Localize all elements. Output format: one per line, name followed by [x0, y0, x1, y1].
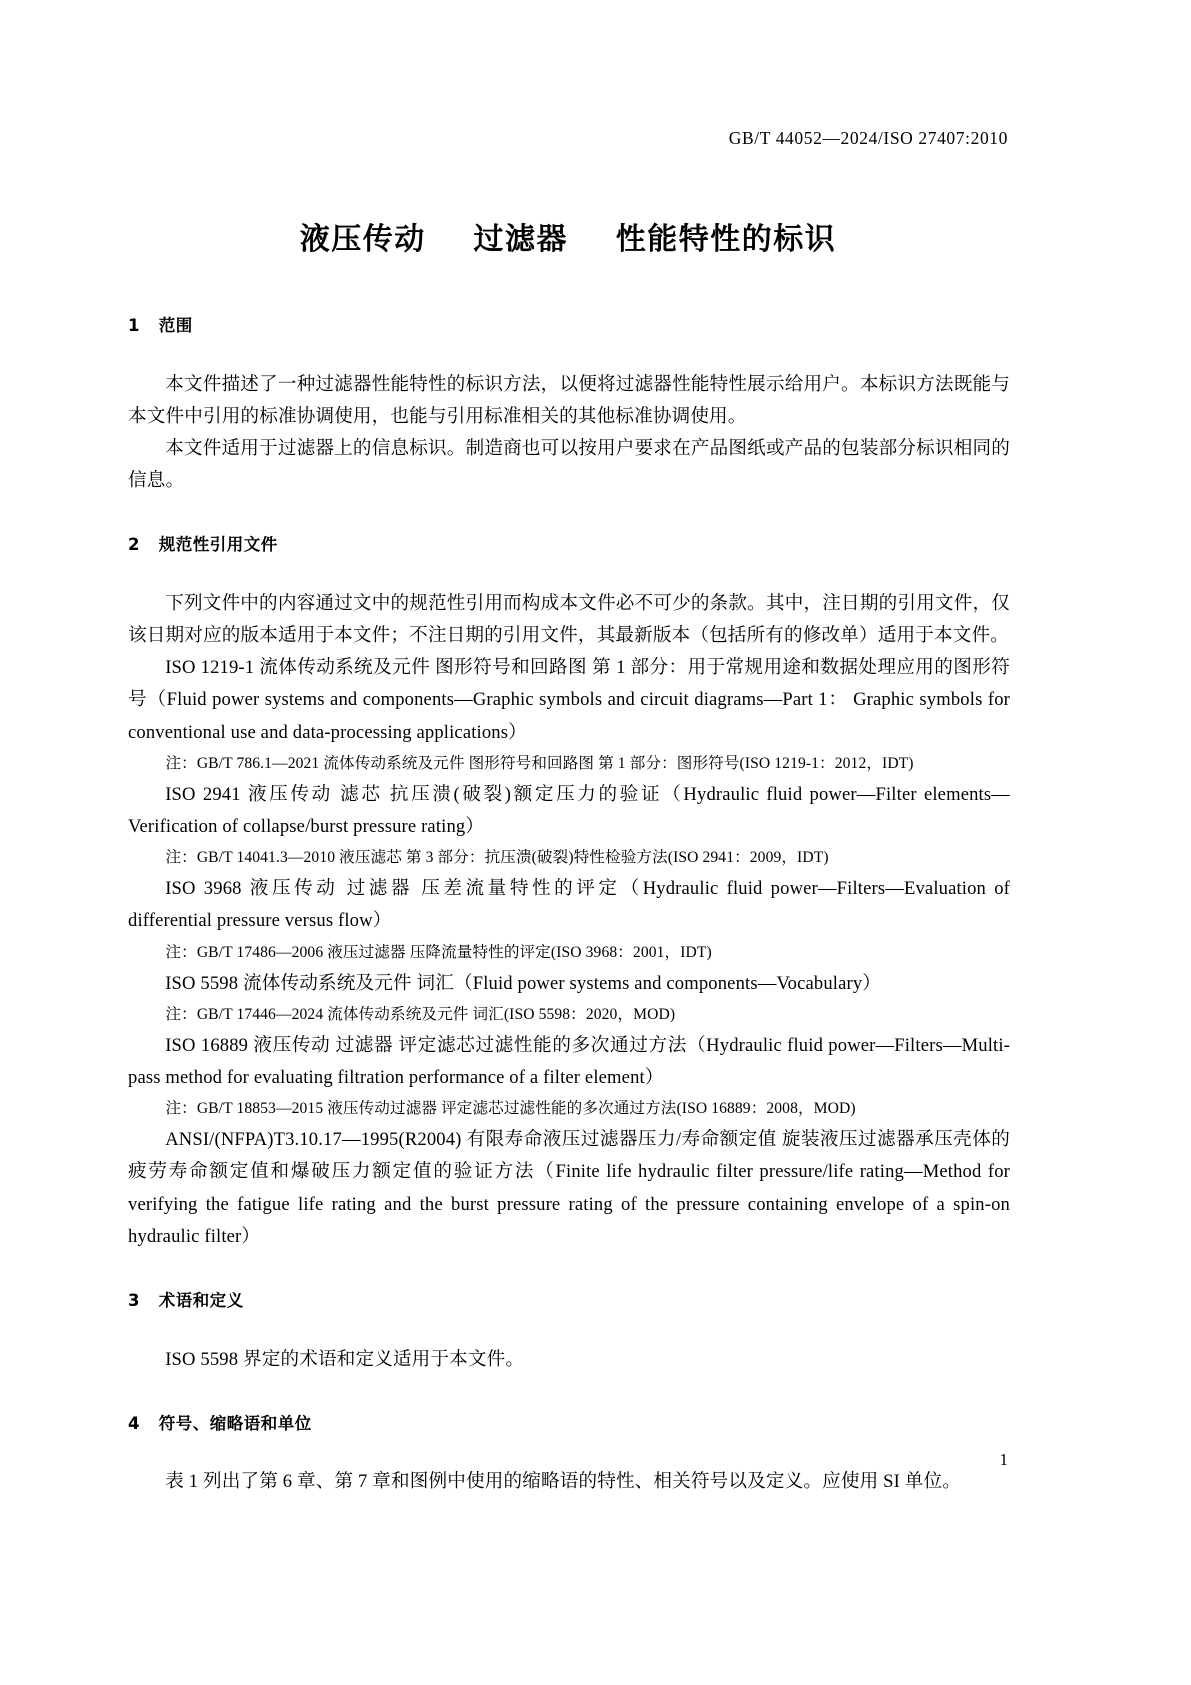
spacer: [128, 1376, 1010, 1416]
reference-iso-3968: ISO 3968 液压传动 过滤器 压差流量特性的评定（Hydraulic fluid power—Filters—Evaluation of differential pressure versus flow）: [128, 878, 1010, 932]
section-2-paragraph-1: 下列文件中的内容通过文中的规范性引用而构成本文件必不可少的条款。其中，注日期的引用文件，仅该日期对应的版本适用于本文件；不注日期的引用文件，其最新版本（包括所有的修改单）适用于本文件。: [128, 592, 1010, 647]
spacer: [128, 1253, 1010, 1293]
reference-iso-16889: ISO 16889 液压传动 过滤器 评定滤芯过滤性能的多次通过方法（Hydraulic fluid power—Filters—Multi-pass method for evaluating filtration performance of a filter element）: [128, 1034, 1010, 1089]
spacer: [128, 497, 1010, 537]
reference-iso-1219-1: ISO 1219-1 流体传动系统及元件 图形符号和回路图 第 1 部分：用于常规用途和数据处理应用的图形符号（Fluid power systems and components—Graphic symbols and circuit diagrams—Part 1： Graphic symbols for conventional use and data-processing applications）: [128, 657, 1010, 743]
spacer: [128, 1310, 1010, 1344]
section-heading-4: 4 符号、缩略语和单位: [128, 1413, 312, 1433]
reference-note-iso-2941: 注：GB/T 14041.3—2010 液压滤芯 第 3 部分：抗压溃(破裂)特性检验方法(ISO 2941：2009，IDT): [165, 849, 829, 867]
section-3-paragraph-1: ISO 5598 界定的术语和定义适用于本文件。: [165, 1348, 525, 1370]
section-4-paragraph-1: 表 1 列出了第 6 章、第 7 章和图例中使用的缩略语的特性、相关符号以及定义。应使用 SI 单位。: [165, 1471, 962, 1493]
standard-code: GB/T 44052—2024/ISO 27407:2010: [728, 128, 1008, 148]
reference-iso-5598: ISO 5598 流体传动系统及元件 词汇（Fluid power systems and components—Vocabulary）: [165, 972, 882, 994]
page-title: 液压传动 过滤器 性能特性的标识: [299, 222, 837, 257]
spacer: [128, 335, 1010, 369]
section-1-paragraph-2: 本文件适用于过滤器上的信息标识。制造商也可以按用户要求在产品图纸或产品的包装部分标识相同的信息。: [128, 437, 1010, 492]
document-body: [128, 318, 1010, 1498]
section-heading-3: 3 术语和定义: [128, 1291, 244, 1311]
reference-note-iso-3968: 注：GB/T 17486—2006 液压过滤器 压降流量特性的评定(ISO 3968：2001，IDT): [165, 943, 712, 961]
section-1-paragraph-1: 本文件描述了一种过滤器性能特性的标识方法，以便将过滤器性能特性展示给用户。本标识方法既能与本文件中引用的标准协调使用，也能与引用标准相关的其他标准协调使用。: [128, 373, 1010, 427]
reference-note-iso-1219-1: 注：GB/T 786.1—2021 流体传动系统及元件 图形符号和回路图 第 1 部分：图形符号(ISO 1219-1：2012，IDT): [165, 754, 914, 772]
section-heading-1: 1 范围: [128, 316, 193, 335]
reference-note-iso-5598: 注：GB/T 17446—2024 流体传动系统及元件 词汇(ISO 5598：2020，MOD): [165, 1005, 676, 1023]
section-heading-2: 2 规范性引用文件: [128, 535, 278, 555]
page-number: 1: [999, 1450, 1008, 1469]
reference-ansi-nfpa: ANSI/(NFPA)T3.10.17—1995(R2004) 有限寿命液压过滤器压力/寿命额定值 旋装液压过滤器承压壳体的疲劳寿命额定值和爆破压力额定值的验证方法（Finite life hydraulic filter pressure/life rating—Method for verifying the fatigue life rating and the burst pressure rating of the pressure containing envelope of a spin-on hydraulic filter）: [128, 1129, 1010, 1247]
reference-note-iso-16889: 注：GB/T 18853—2015 液压传动过滤器 评定滤芯过滤性能的多次通过方法(ISO 16889：2008，MOD): [165, 1100, 856, 1118]
reference-iso-2941: ISO 2941 液压传动 滤芯 抗压溃(破裂)额定压力的验证（Hydraulic fluid power—Filter elements—Verification of collapse/burst pressure rating）: [128, 783, 1010, 838]
spacer: [128, 554, 1010, 588]
running-header: [128, 128, 1008, 149]
